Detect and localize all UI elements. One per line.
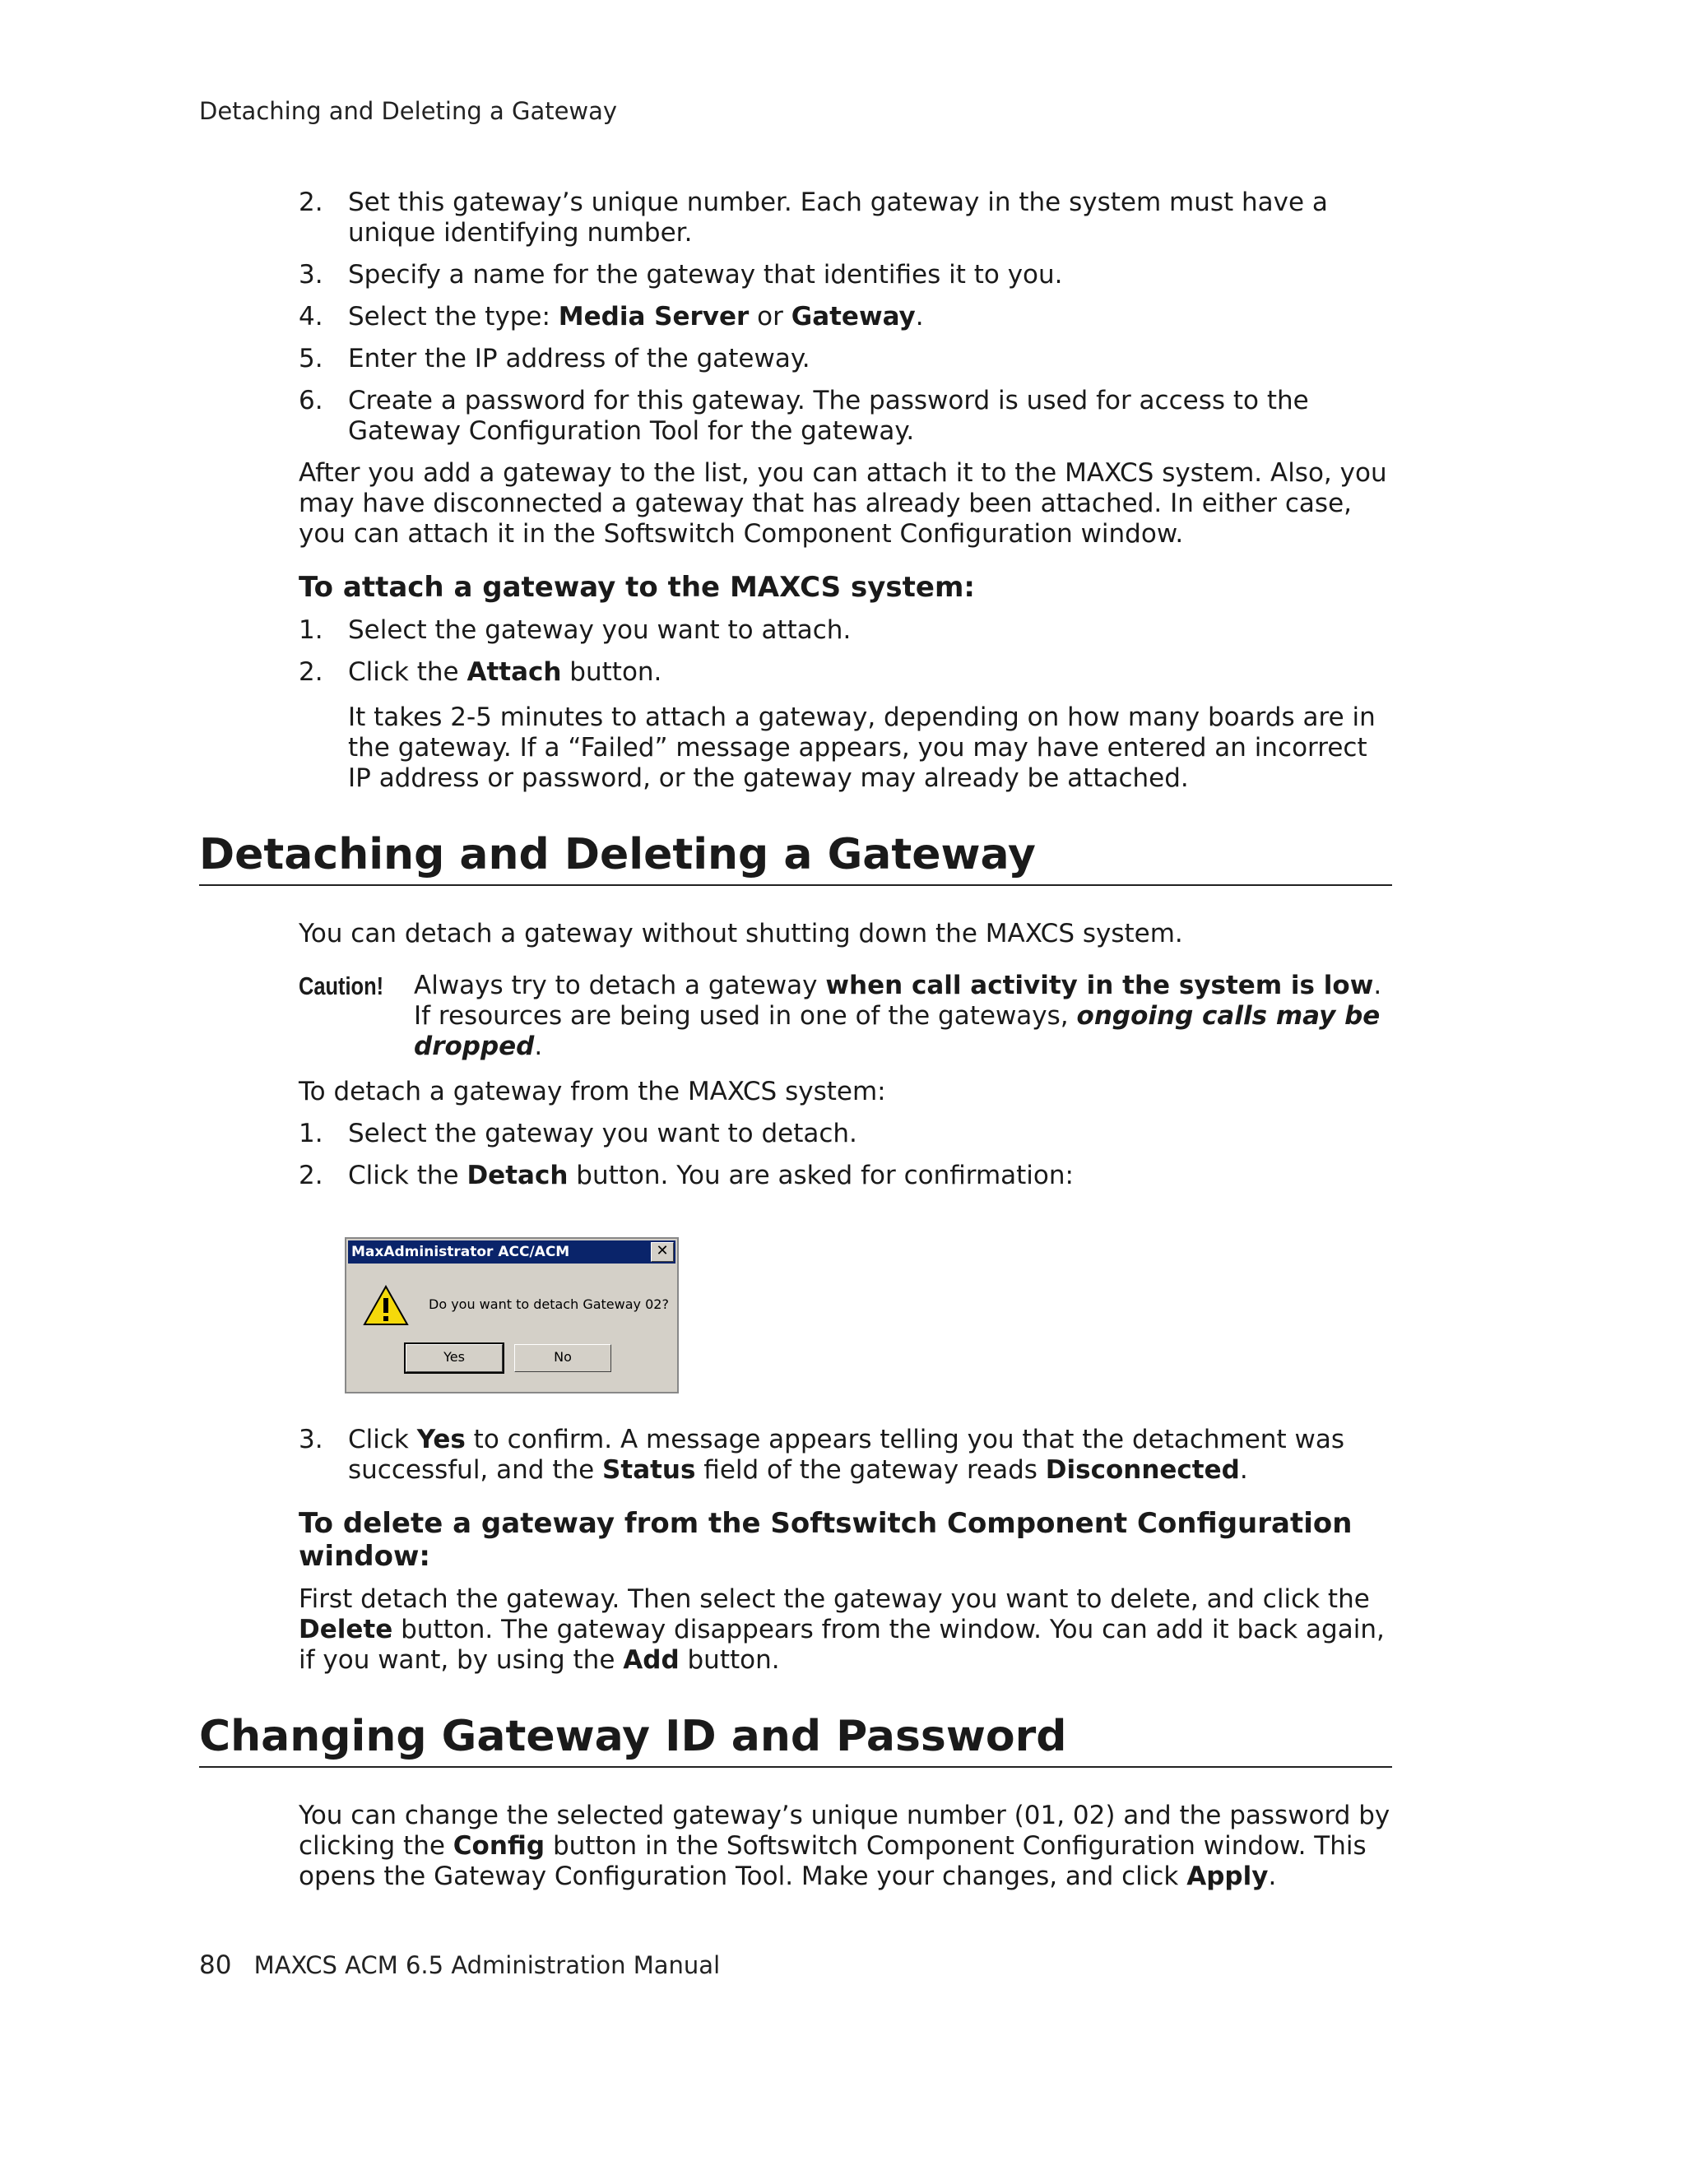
emphasis-text: Config xyxy=(453,1831,545,1861)
text-run: Select the gateway you want to attach. xyxy=(348,615,852,645)
manual-title: MAXCS ACM 6.5 Administration Manual xyxy=(253,1951,721,1979)
list-item-text xyxy=(348,188,1328,248)
attach-step-list xyxy=(199,615,1392,688)
list-item-text xyxy=(348,1119,857,1148)
text-run: Create a password for this gateway. The password is used for access to the Gateway Configuration Tool for the gateway. xyxy=(348,386,1309,446)
warning-icon xyxy=(363,1285,409,1326)
emphasis-text: ongoing calls may be dropped xyxy=(414,1001,1381,1061)
emphasis-text: when call activity in the system is low xyxy=(825,971,1374,1000)
caution-label: Caution! xyxy=(299,971,384,1000)
text-run: . If resources are being used in one of the gateways, xyxy=(414,971,1382,1031)
list-item xyxy=(299,302,1392,332)
change-id-paragraph xyxy=(299,1801,1392,1892)
caution-note xyxy=(299,971,1392,1062)
confirm-detach-dialog xyxy=(345,1237,679,1393)
text-run: button in the Softswitch Component Configuration window. This opens the Gateway Configuration Tool. Make your changes, and click xyxy=(299,1831,1367,1891)
attach-procedure-heading: To attach a gateway to the MAXCS system: xyxy=(299,571,975,604)
emphasis-text: Delete xyxy=(299,1615,393,1644)
text-run: or xyxy=(749,302,791,332)
text-run: button. xyxy=(679,1645,780,1675)
list-item xyxy=(299,657,1392,688)
dialog-close-button[interactable]: ✕ xyxy=(651,1242,674,1262)
emphasis-text: Status xyxy=(602,1455,696,1485)
emphasis-text: Disconnected xyxy=(1045,1455,1240,1485)
caution-text xyxy=(414,971,1381,1061)
list-item xyxy=(299,386,1392,447)
dialog-titlebar: MaxAdministrator ACC/ACM xyxy=(348,1240,675,1264)
text-run: Click xyxy=(348,1425,417,1454)
list-item-number: 5. xyxy=(299,344,323,373)
list-item-text xyxy=(348,302,924,332)
list-item-number: 2. xyxy=(299,657,323,687)
dialog-no-button[interactable]: No xyxy=(514,1344,611,1372)
section-title-changing-id: Changing Gateway ID and Password xyxy=(199,1712,1392,1768)
text-run: You can change the selected gateway’s unique number (01, 02) and the password by clicking the xyxy=(299,1801,1390,1861)
list-item-number: 1. xyxy=(299,1119,323,1148)
list-item xyxy=(299,344,1392,374)
list-item xyxy=(299,1119,1392,1149)
list-item xyxy=(299,1161,1392,1191)
text-run: First detach the gateway. Then select the gateway you want to delete, and click the xyxy=(299,1584,1370,1614)
text-run: button. You are asked for confirmation: xyxy=(568,1161,1074,1190)
text-run: Select the gateway you want to detach. xyxy=(348,1119,857,1148)
dialog-message: Do you want to detach Gateway 02? xyxy=(429,1296,669,1312)
list-item-text xyxy=(348,386,1309,446)
list-item-text xyxy=(348,615,851,645)
list-item-number: 4. xyxy=(299,302,323,332)
detach-intro: You can detach a gateway without shutting down the MAXCS system. xyxy=(299,919,1183,948)
page-content xyxy=(199,188,1392,1903)
dialog-yes-button[interactable]: Yes xyxy=(406,1344,503,1372)
emphasis-text: Apply xyxy=(1186,1862,1269,1891)
text-run: Enter the IP address of the gateway. xyxy=(348,344,810,373)
text-run: Select the type: xyxy=(348,302,559,332)
detach-step-list xyxy=(199,1119,1392,1191)
list-item-number: 3. xyxy=(299,1425,323,1454)
text-run: . xyxy=(1268,1862,1277,1891)
list-item-text xyxy=(348,1161,1074,1190)
emphasis-text: Yes xyxy=(416,1425,466,1454)
text-run: Specify a name for the gateway that identifies it to you. xyxy=(348,260,1063,290)
text-run: Set this gateway’s unique number. Each gateway in the system must have a unique identifying number. xyxy=(348,188,1328,248)
list-item-text xyxy=(348,344,810,373)
intro-step-list xyxy=(199,188,1392,447)
list-item-number: 2. xyxy=(299,188,323,217)
text-run: . xyxy=(534,1032,543,1061)
list-item-number: 1. xyxy=(299,615,323,645)
list-item-number: 2. xyxy=(299,1161,323,1190)
text-run: . xyxy=(915,302,924,332)
list-item-text xyxy=(348,1425,1344,1485)
text-run: button. xyxy=(561,657,662,687)
text-run: to confirm. A message appears telling you that the detachment was successful, and the xyxy=(348,1425,1344,1485)
detach-step-list-continued xyxy=(199,1425,1392,1486)
list-item-text xyxy=(348,657,661,687)
list-item-number: 6. xyxy=(299,386,323,415)
text-run: Click the xyxy=(348,657,467,687)
emphasis-text: Media Server xyxy=(558,302,750,332)
text-run: Always try to detach a gateway xyxy=(414,971,826,1000)
delete-procedure-heading: To delete a gateway from the Softswitch Component Configuration window: xyxy=(299,1507,1353,1573)
emphasis-text: Attach xyxy=(467,657,562,687)
after-add-paragraph: After you add a gateway to the list, you can attach it to the MAXCS system. Also, you may have disconnected a gateway that has already been attached. In either case, you can attach it in the Softswitch Component Configuration window. xyxy=(299,458,1387,549)
list-item xyxy=(299,188,1392,248)
list-item xyxy=(299,615,1392,646)
text-run: Click the xyxy=(348,1161,467,1190)
page-footer xyxy=(199,1950,720,1980)
list-item xyxy=(299,1425,1392,1486)
delete-paragraph xyxy=(299,1584,1392,1676)
emphasis-text: Detach xyxy=(467,1161,569,1190)
text-run: . xyxy=(1239,1455,1248,1485)
text-run: field of the gateway reads xyxy=(695,1455,1046,1485)
list-item-number: 3. xyxy=(299,260,323,290)
page-number: 80 xyxy=(199,1950,232,1980)
emphasis-text: Gateway xyxy=(791,302,916,332)
section-title-detaching: Detaching and Deleting a Gateway xyxy=(199,830,1392,886)
emphasis-text: Add xyxy=(623,1645,680,1675)
list-item-text xyxy=(348,260,1063,290)
text-run: button. The gateway disappears from the window. You can add it back again, if you want, by using the xyxy=(299,1615,1385,1675)
list-item xyxy=(299,260,1392,290)
detach-lead: To detach a gateway from the MAXCS system: xyxy=(299,1077,886,1106)
attach-note: It takes 2-5 minutes to attach a gateway, depending on how many boards are in the gateway. If a “Failed” message appears, you may have entered an incorrect IP address or password, or the gateway may already be attached. xyxy=(348,702,1376,793)
running-header: Detaching and Deleting a Gateway xyxy=(199,97,618,125)
